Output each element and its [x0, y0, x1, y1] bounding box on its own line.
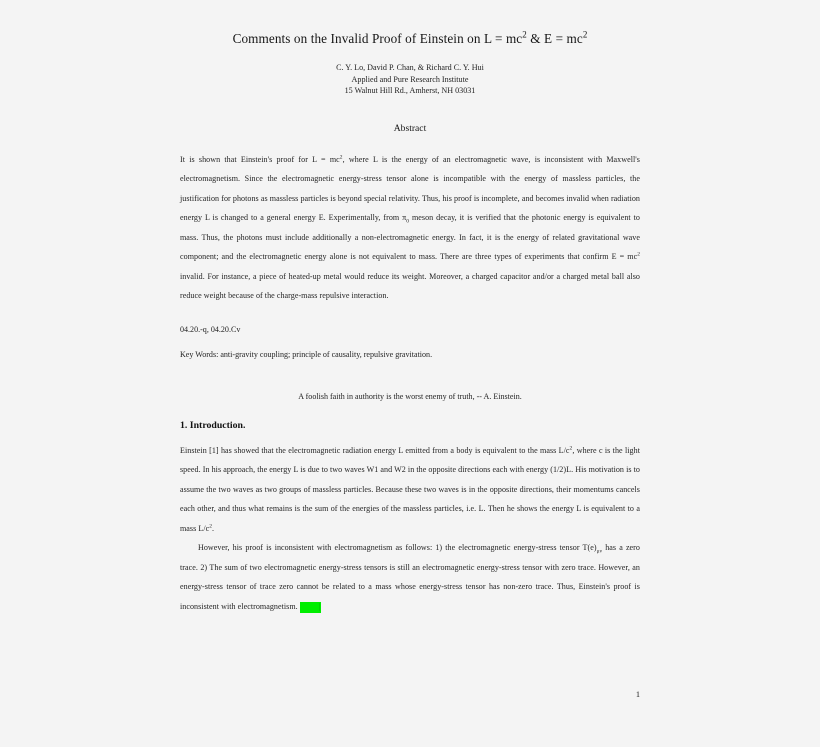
abstract-superscript-a: 2: [339, 154, 343, 161]
green-highlight-marker[interactable]: |: [300, 602, 322, 613]
paragraph1-segment-2: , where c is the light speed. In his approach, the energy L is due to two waves W1 and W2 in the opposite directions each with energy (1/2)L. His motivation is to assume the two waves as two groups of massless particles. Because these two waves is in the opposite directions, their momentums cancels each other, and thus what remains is the sum of the energies of the massless particles, i.e. L. Then he shows the energy L is equivalent to a mass L/c: [180, 446, 640, 533]
introduction-paragraph-1: [180, 441, 640, 538]
paragraph1-superscript-d: 2: [209, 523, 213, 530]
author-list: C. Y. Lo, David P. Chan, & Richard C. Y. Hui: [336, 62, 484, 72]
title-superscript-2: 2: [582, 29, 588, 40]
institute-address: 15 Walnut Hill Rd., Amherst, NH 03031: [344, 86, 476, 96]
paragraph2-segment-1: However, his proof is inconsistent with electromagnetism as follows: 1) the electromagnetic energy-stress tensor T(e): [198, 543, 597, 553]
paragraph1-segment-3: .: [212, 523, 215, 533]
paragraph1-segment-1: Einstein [1] has showed that the electromagnetic radiation energy L emitted from a body is equivalent to the mass L/c: [180, 446, 570, 456]
title-superscript-1: 2: [522, 29, 527, 40]
pi-meson-subscript: 0: [406, 219, 410, 226]
pacs-codes: 04.20.-q, 04.20.Cv: [180, 324, 241, 334]
abstract-segment-1: It is shown that Einstein's proof for L = mc: [180, 155, 340, 165]
introduction-paragraph-2: [180, 538, 640, 616]
institute-name: Applied and Pure Research Institute: [351, 74, 469, 84]
paragraph1-superscript-c: 2: [569, 445, 573, 452]
title-text-middle: & E = mc: [526, 31, 583, 46]
keywords-line: Key Words: anti-gravity coupling; principle of causality, repulsive gravitation.: [180, 350, 433, 360]
paragraph2-segment-2: has a zero trace. 2) The sum of two electromagnetic energy-stress tensors is still an electromagnetic energy-stress tensor with zero trace. However, an energy-stress tensor of trace zero cannot be related to a mass whose energy-stress tensor has non-zero trace. Thus, Einstein's proof is inconsistent with electromagnetism.: [180, 543, 640, 611]
section-heading-introduction: 1. Introduction.: [180, 420, 246, 432]
abstract-superscript-b: 2: [637, 251, 640, 258]
introduction-body: [180, 441, 640, 616]
abstract-body: [180, 150, 640, 306]
abstract-heading: Abstract: [393, 123, 427, 135]
page-title: [180, 30, 640, 48]
authors-affiliation-block: [180, 62, 640, 97]
document-content-column: [180, 30, 640, 616]
abstract-segment-3: meson decay, it is verified that the photonic energy is equivalent to mass. Thus, the photons must include additionally a non-electromagnetic energy. In fact, it is the energy of related gravitational wave component; and the electromagnetic energy alone is not equivalent to mass. There are three types of experiments that confirm E = mc: [180, 213, 640, 262]
page-number: 1: [635, 690, 640, 699]
title-text-before: Comments on the Invalid Proof of Einstein on L = mc: [232, 31, 523, 46]
epigraph-quote: A foolish faith in authority is the worst enemy of truth, -- A. Einstein.: [298, 391, 522, 401]
tensor-index-subscript: μν: [596, 548, 603, 555]
abstract-segment-2: , where L is the energy of an electromagnetic wave, is inconsistent with Maxwell's electromagnetism. Since the electromagnetic energy-stress tensor alone is incompatible with the energy of massless particles, the justification for photons as massless particles is beyond special relativity. Thus, his proof is incomplete, and becomes invalid when radiation energy L is changed to a general energy E. Experimentally, from π: [180, 155, 640, 223]
abstract-paragraph: [180, 150, 640, 306]
abstract-segment-4: invalid. For instance, a piece of heated-up metal would reduce its weight. Moreover, a charged capacitor and/or a charged metal ball also reduce weight because of the charge-mass repulsive interaction.: [180, 271, 640, 301]
